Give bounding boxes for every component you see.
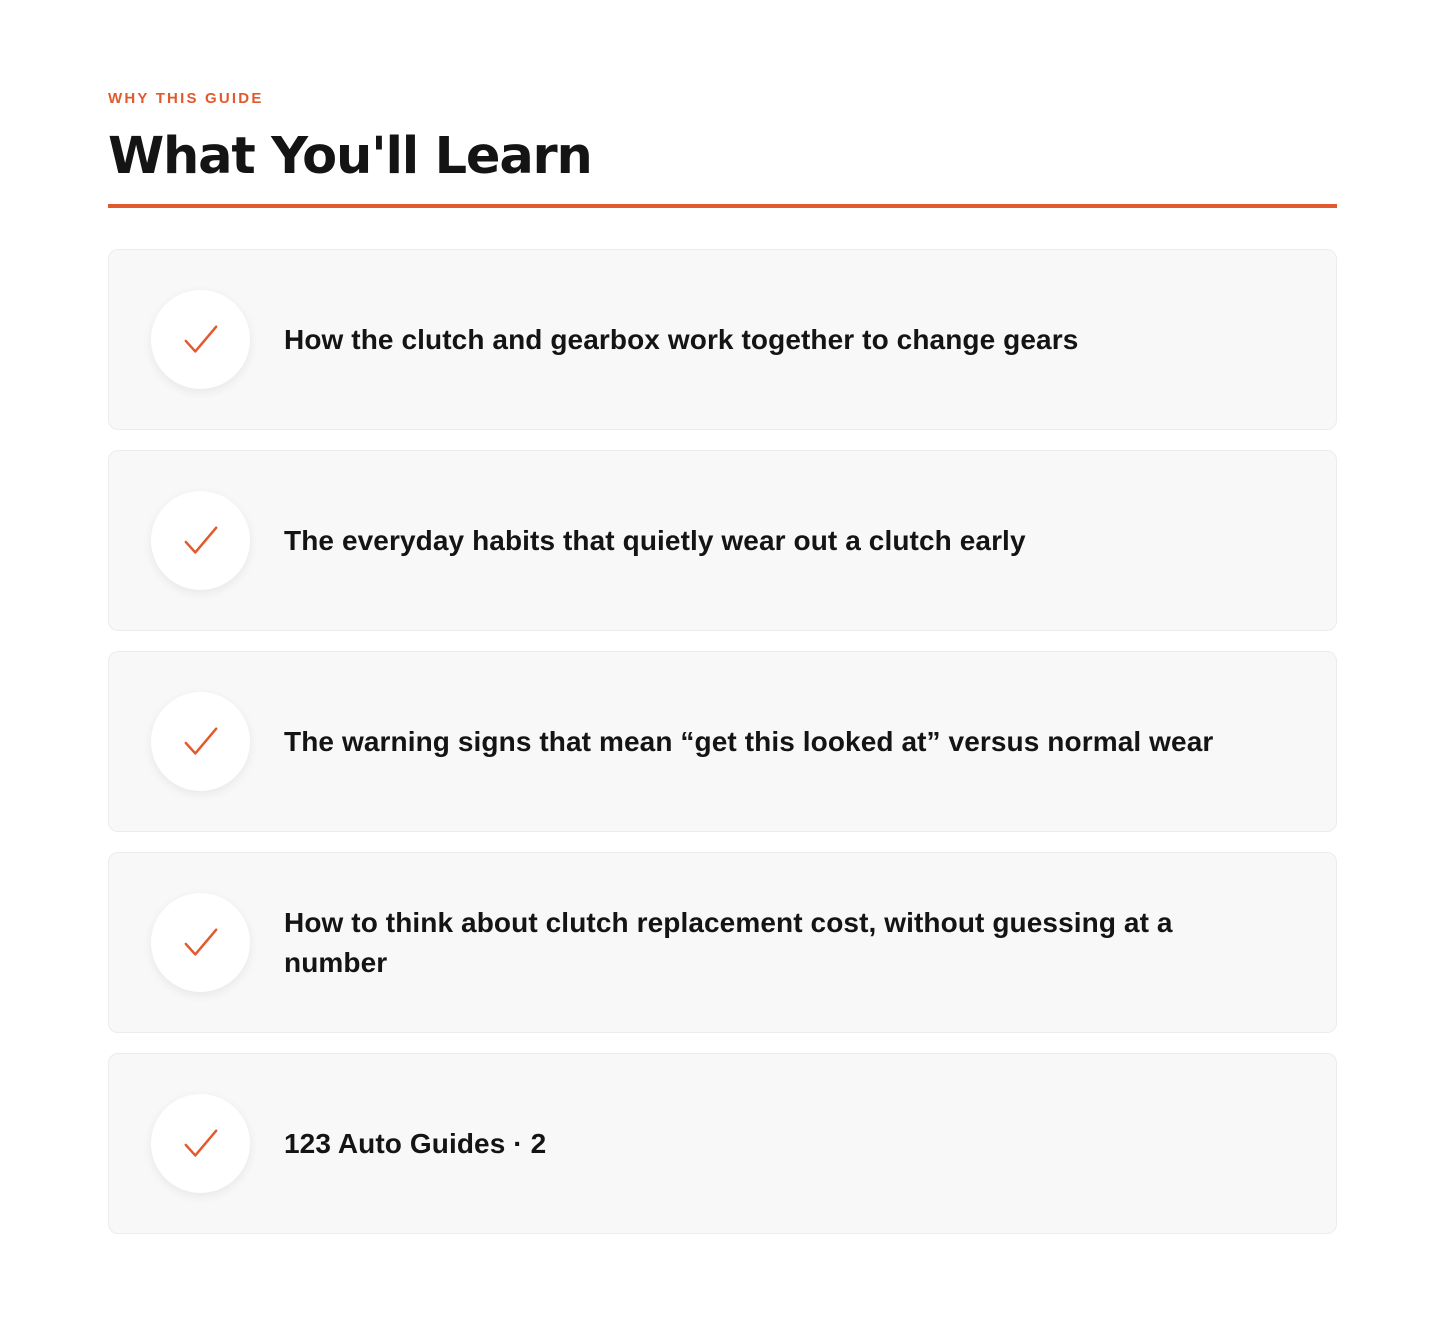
- learning-point-text: How to think about clutch replacement cost, without guessing at a number: [284, 906, 1173, 978]
- section-eyebrow: WHY THIS GUIDE: [108, 90, 264, 107]
- learning-point-card: [108, 651, 1337, 832]
- learning-point-text: The warning signs that mean “get this looked at” versus normal wear: [284, 725, 1214, 757]
- learning-point-card: [108, 1053, 1337, 1234]
- learning-point-card: [108, 450, 1337, 631]
- learning-points-list: [108, 249, 1337, 1254]
- checkmark-icon: [151, 1094, 250, 1193]
- section-title: What You'll Learn: [108, 127, 592, 186]
- learning-point-card: [108, 249, 1337, 430]
- learning-point-card: [108, 852, 1337, 1033]
- checkmark-icon: [151, 491, 250, 590]
- learning-point-text: 123 Auto Guides · 2: [284, 1127, 547, 1159]
- checkmark-icon: [151, 692, 250, 791]
- learning-point-text: How the clutch and gearbox work together to change gears: [284, 323, 1079, 355]
- title-underline: [108, 204, 1337, 208]
- learning-point-text: The everyday habits that quietly wear out a clutch early: [284, 524, 1026, 556]
- checkmark-icon: [151, 893, 250, 992]
- checkmark-icon: [151, 290, 250, 389]
